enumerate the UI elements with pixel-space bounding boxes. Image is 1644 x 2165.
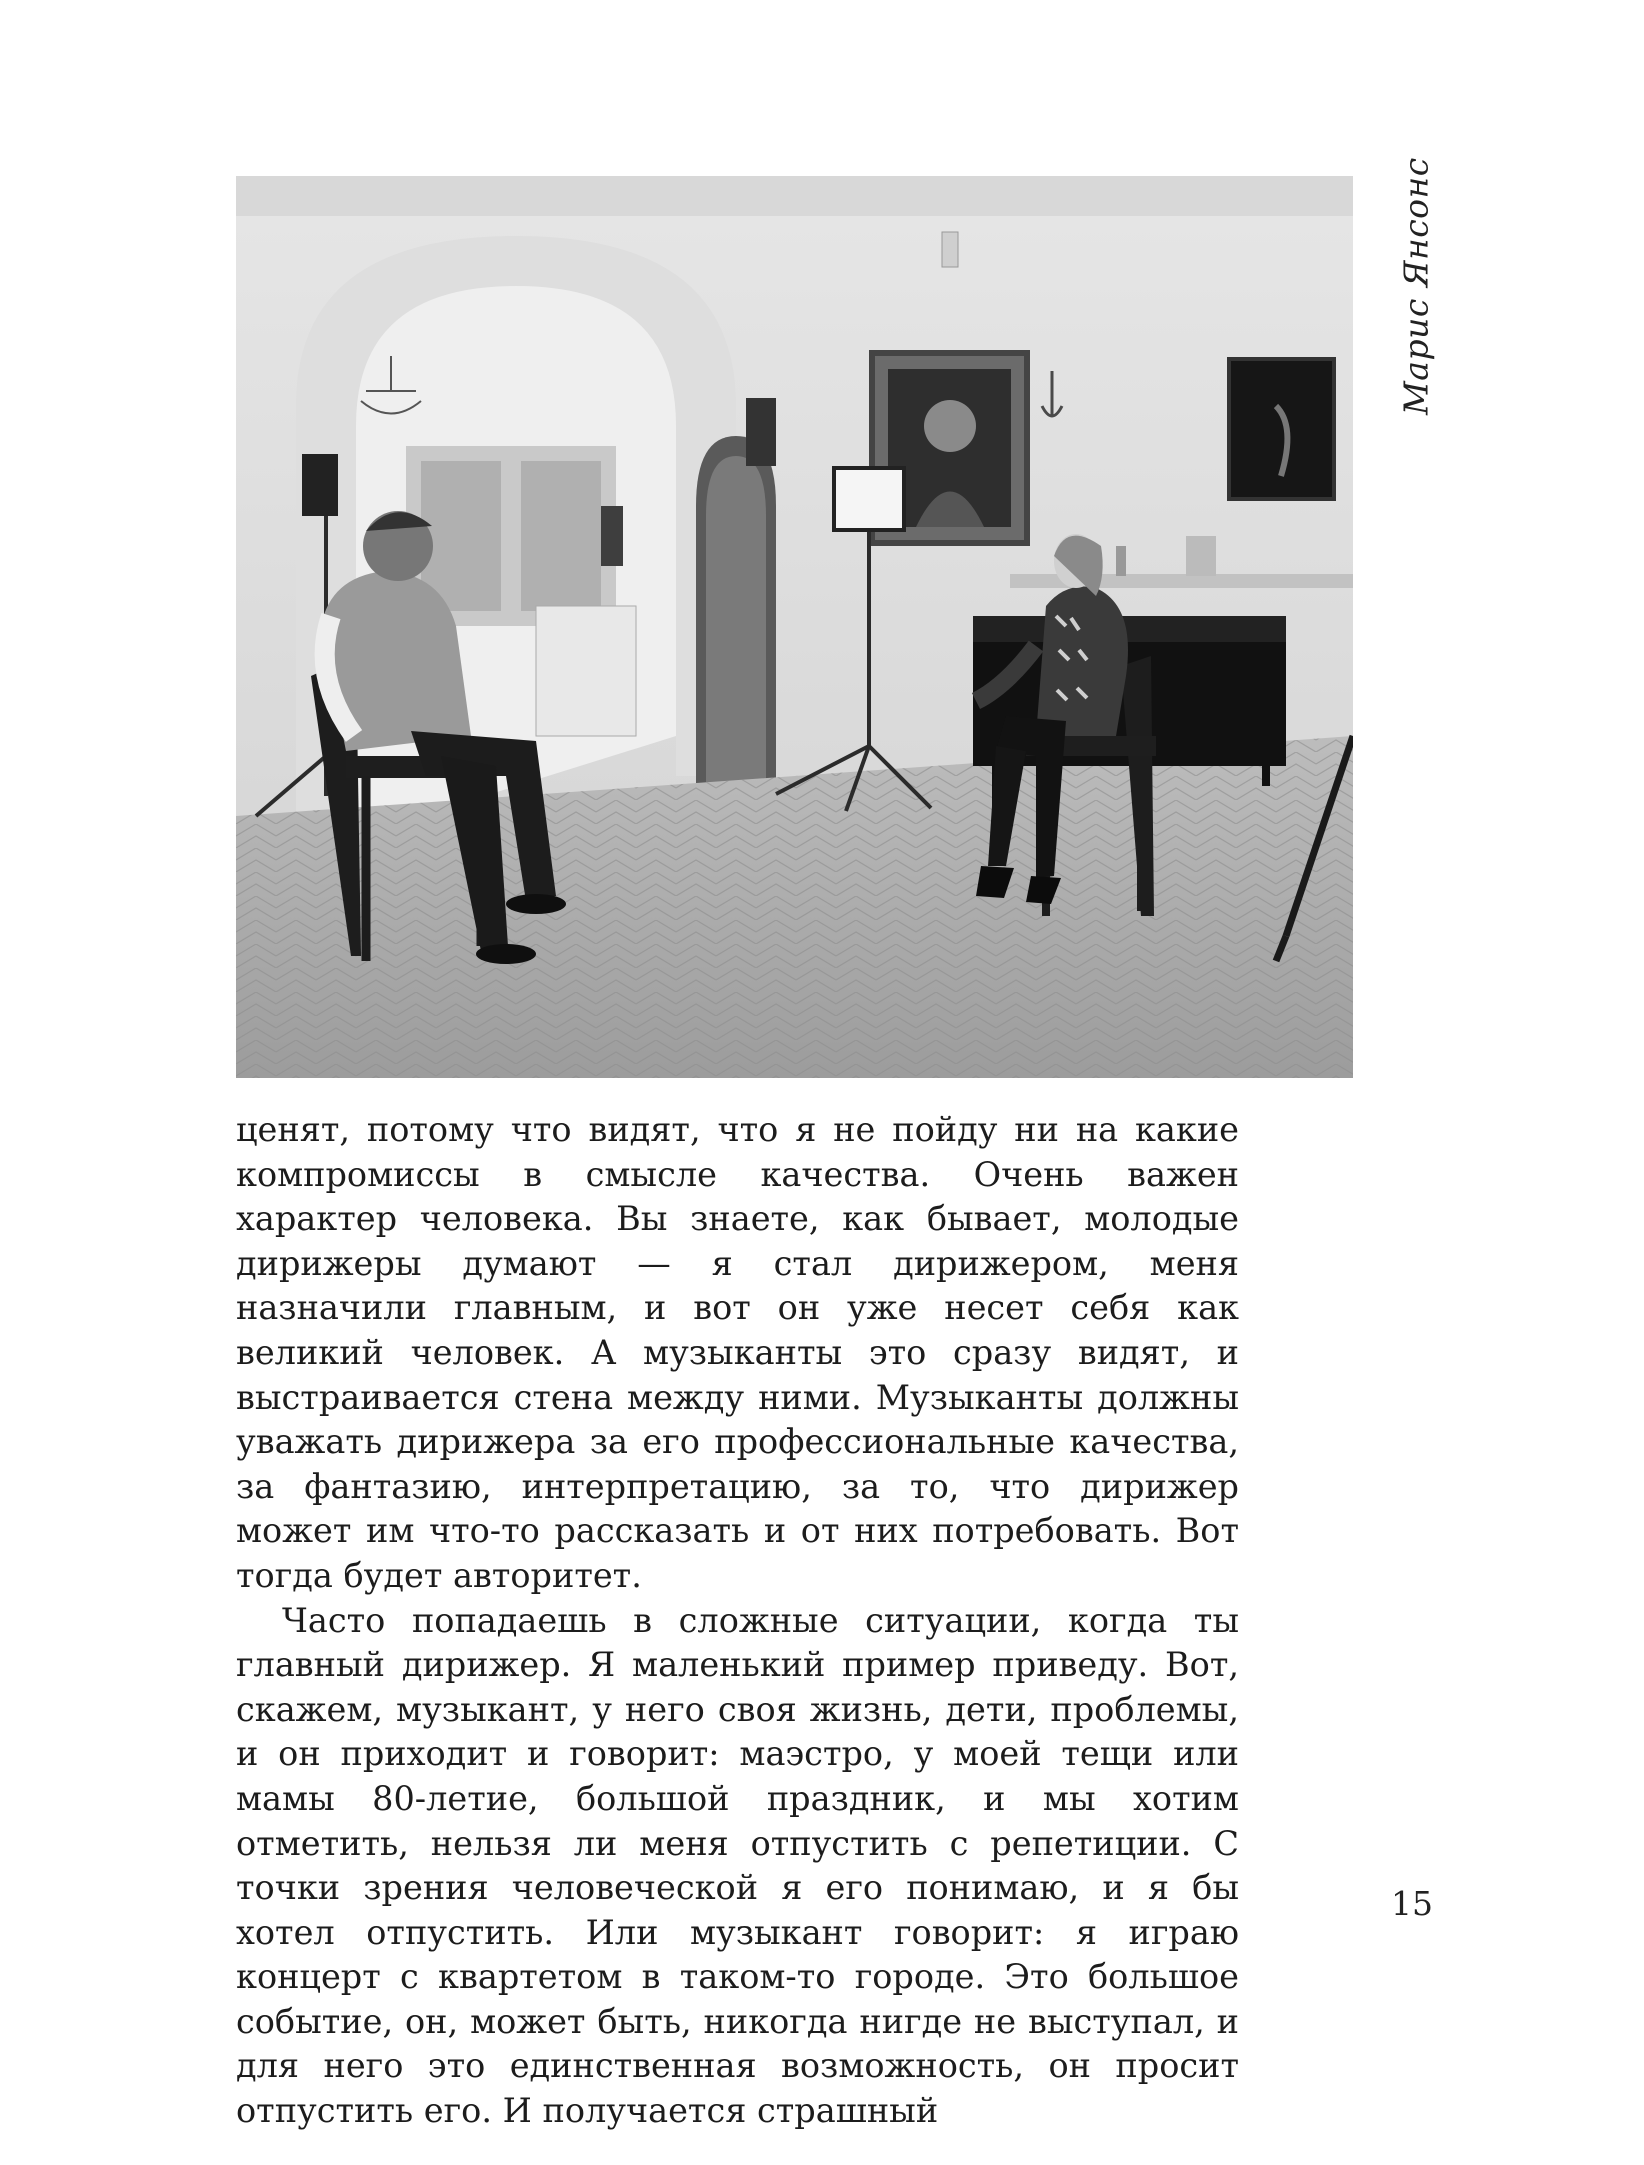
paragraph-1: ценят, потому что видят, что я не пойду ни на какие компромиссы в смысле качества. Очень важен характер человека. Вы знаете, как бывает, молодые дирижеры думают — я стал дирижером, меня назначили главным, и вот он уже несет себя как великий человек. А музыканты это сразу видят, и выстраивается стена между ними. Музыканты должны уважать дирижера за его профессиональные качества, за фантазию, интерпретацию, за то, что дирижер может им что-то рассказать и от них потребовать. Вот тогда будет авторитет. <box>236 1110 1239 1595</box>
body-text <box>236 1108 1239 2134</box>
paragraph-2: Часто попадаешь в сложные ситуации, когда ты главный дирижер. Я маленький пример приведу. Вот, скажем, музыкант, у него своя жизнь, дети, проблемы, и он приходит и говорит: маэстро, у моей тещи или мамы 80-летие, большой праздник, и мы хотим отметить, нельзя ли меня отпустить с репетиции. С точки зрения человеческой я его понимаю, и я бы хотел отпустить. Или музыкант говорит: я играю концерт с квартетом в таком-то городе. Это большое событие, он, может быть, никогда нигде не выступал, и для него это единственная возможность, он просит отпустить его. И получается страшный <box>236 1600 1239 2131</box>
page-number: 15 <box>1391 1884 1433 1923</box>
interview-photo <box>236 176 1353 1078</box>
interview-photo-illustration <box>236 176 1353 1078</box>
running-header: Марис Янсонс <box>1396 157 1436 415</box>
